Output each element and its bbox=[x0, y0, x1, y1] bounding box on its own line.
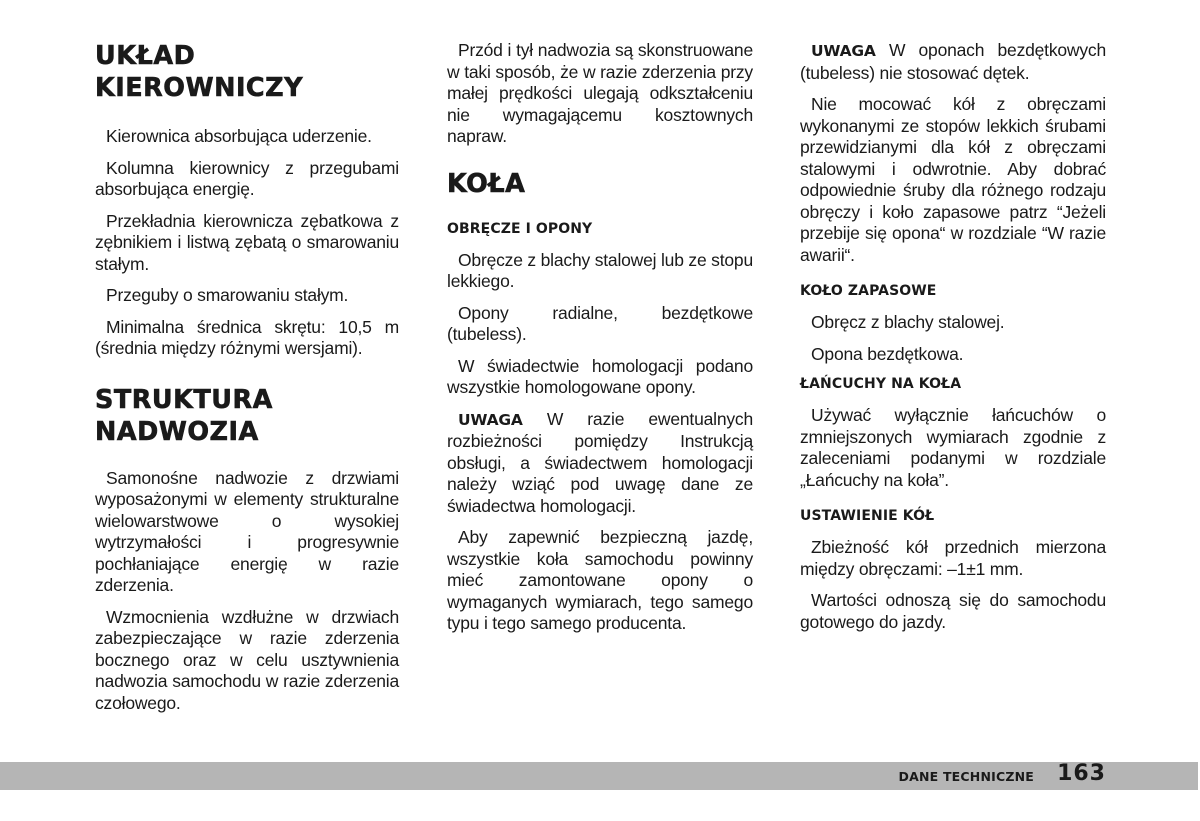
paragraph: Minimalna średnica skrętu: 10,5 m (średnia między różnymi wersjami). bbox=[95, 316, 399, 358]
paragraph: W świadectwie homologacji podano wszystkie homologowane opony. bbox=[447, 355, 753, 397]
paragraph: Przekładnia kierownicza zębatkowa z zębnikiem i listwą zębatą o smarowaniu stałym. bbox=[95, 210, 399, 274]
paragraph: Obręcz z blachy stalowej. bbox=[811, 312, 1005, 332]
paragraph: Używać wyłącznie łańcuchów o zmniejszonych wymiarach zgodnie z zaleceniami podanymi w rozdziale „Łańcuchy na koła”. bbox=[800, 405, 1106, 490]
paragraph: Przeguby o smarowaniu stałym. bbox=[106, 285, 349, 305]
heading-struktura-nadwozia bbox=[95, 384, 399, 448]
column-3 bbox=[800, 40, 1106, 643]
heading-line: STRUKTURA bbox=[95, 384, 273, 415]
column-1 bbox=[95, 40, 399, 724]
paragraph: Samonośne nadwozie z drzwiami wyposażonymi w elementy strukturalne wielowarstwowe o wysokiej wytrzymałości i progresywnie pochłaniające energię w razie zderzenia. bbox=[95, 467, 399, 595]
warning-label: UWAGA bbox=[458, 410, 523, 429]
warning-label: UWAGA bbox=[811, 42, 876, 60]
heading-line: NADWOZIA bbox=[95, 416, 259, 447]
paragraph: Obręcze z blachy stalowej lub ze stopu lekkiego. bbox=[447, 249, 753, 291]
paragraph: Wzmocnienia wzdłużne w drzwiach zabezpieczające w razie zderzenia bocznego oraz w celu usztywnienia nadwozia samochodu w razie zderzenia czołowego. bbox=[95, 606, 399, 713]
paragraph: Nie mocować kół z obręczami wykonanymi ze stopów lekkich śrubami przewidzianymi dla kół z obręczami stalowymi i odwrotnie. Aby dobrać odpowiednie śruby dla różnego rodzaju obręczy i koło zapasowe patrz “Jeżeli przebije się opona“ w rozdziale “W razie awarii“. bbox=[800, 94, 1106, 265]
paragraph: Opony radialne, bezdętkowe (tubeless). bbox=[447, 302, 753, 344]
heading-line: KIEROWNICZY bbox=[95, 73, 304, 103]
page-number: 163 bbox=[1057, 761, 1106, 786]
heading-kola: KOŁA bbox=[447, 168, 526, 199]
subheading-kolo-zapasowe: KOŁO ZAPASOWE bbox=[800, 283, 937, 299]
warning-paragraph bbox=[800, 40, 1106, 84]
heading-uklad-kierowniczy bbox=[95, 40, 399, 104]
paragraph: Zbieżność kół przednich mierzona między obręczami: –1±1 mm. bbox=[800, 537, 1106, 579]
footer-section-title: DANE TECHNICZNE bbox=[898, 769, 1034, 784]
warning-text: W razie ewentualnych rozbieżności pomiędzy Instrukcją obsługi, a świadectwem homologacji należy wziąć pod uwagę dane ze świadectwa homologacji. bbox=[447, 408, 753, 516]
subheading-lancuchy-na-kola: ŁAŃCUCHY NA KOŁA bbox=[800, 376, 962, 392]
warning-text: W oponach bezdętkowych (tubeless) nie stosować dętek. bbox=[800, 40, 1106, 83]
heading-line: UKŁAD bbox=[95, 41, 196, 71]
subheading-ustawienie-kol: USTAWIENIE KÓŁ bbox=[800, 508, 935, 524]
column-2 bbox=[447, 40, 753, 645]
warning-paragraph bbox=[447, 409, 753, 518]
paragraph: Opona bezdętkowa. bbox=[811, 343, 964, 364]
paragraph: Wartości odnoszą się do samochodu gotowego do jazdy. bbox=[800, 590, 1106, 632]
paragraph: Przód i tył nadwozia są skonstruowane w taki sposób, że w razie zderzenia przy małej prędkości ulegają odkształceniu nie wymagającemu kosztownych napraw. bbox=[447, 40, 753, 146]
paragraph: Kolumna kierownicy z przegubami absorbująca energię. bbox=[95, 157, 399, 199]
paragraph: Kierownica absorbująca uderzenie. bbox=[106, 126, 372, 146]
subheading-obrecze-i-opony: OBRĘCZE I OPONY bbox=[447, 220, 593, 237]
paragraph: Aby zapewnić bezpieczną jazdę, wszystkie koła samochodu powinny mieć zamontowane opony o wymaganych wymiarach, tego samego typu i tego samego producenta. bbox=[447, 527, 753, 633]
